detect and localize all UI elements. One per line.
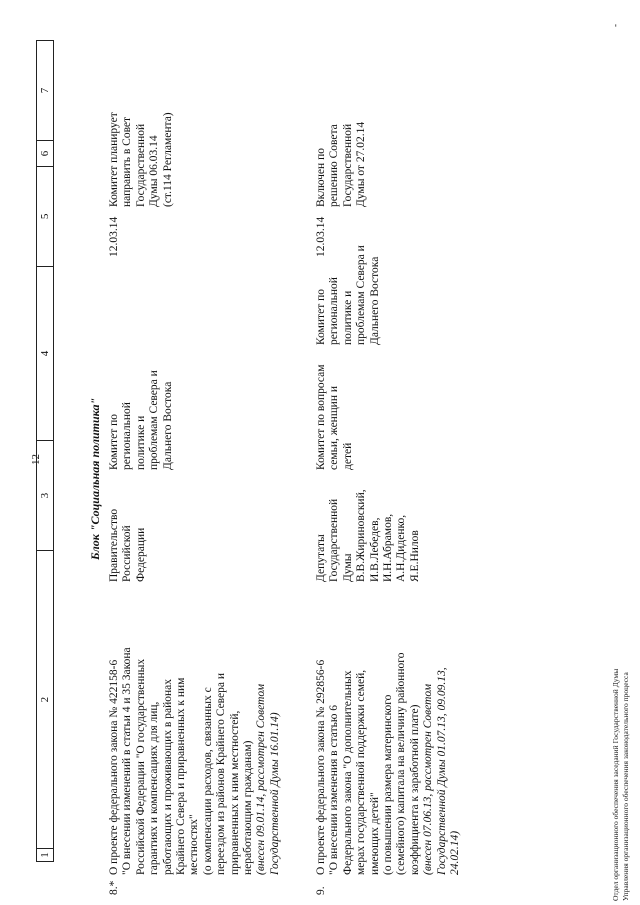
- column-header-4: 4: [37, 266, 54, 440]
- block-title: Блок "Социальная политика": [88, 397, 102, 560]
- footer-mark: -: [610, 24, 620, 27]
- footer: [611, 669, 630, 901]
- responsible-committee: Комитет по вопросам семьи, женщин и детей: [315, 364, 354, 470]
- column-header-5: 5: [37, 166, 54, 266]
- bill-author: Депутаты Государственной Думы В.В.Жириновский, И.В.Лебедев, И.Н.Абрамов, А.Н.Диденко, Я.Е.Нилов: [315, 489, 421, 582]
- co-committee: Комитет по региональной политике и проблемам Севера и Дальнего Востока: [315, 245, 381, 345]
- bill-note: (внесен 09.01.14, рассмотрен Советом Государственной Думы 16.01.14): [255, 683, 281, 875]
- date: 12.03.14: [108, 216, 120, 257]
- remark: Включен по решению Совета Государственной Думы от 27.02.14: [315, 121, 368, 207]
- bill-description-text: О проекте федерального закона № 292856-6 "О внесении изменения в статью 6 Федерального закона "О дополнительных мерах государственной поддержки семей, имеющих детей" (о повышении размера материнского (семейного) капитала на величину районного коэффициента к заработной плате): [315, 652, 421, 875]
- bill-description: [108, 585, 282, 875]
- column-header-row: [36, 40, 54, 862]
- bill-description: [315, 585, 462, 875]
- responsible-committee: Комитет по региональной политике и проблемам Севера и Дальнего Востока: [108, 370, 174, 470]
- footer-line-2: Управления организационного обеспечения законодательного процесса: [620, 672, 630, 901]
- column-header-7: 7: [37, 41, 54, 141]
- page-number: 12: [30, 454, 42, 465]
- column-header-2: 2: [37, 551, 54, 849]
- bill-note: (внесен 07.06.13, рассмотрен Советом Государственной Думы 01.07.13, 09.09.13, 24.02.14): [422, 667, 462, 875]
- date: 12.03.14: [315, 216, 327, 257]
- column-header-1: 1: [37, 849, 54, 862]
- column-header-3: 3: [37, 441, 54, 551]
- remark: Комитет планирует направить в Совет Государственной Думы 06.03.14 (ст.114 Регламента): [108, 112, 174, 207]
- bill-author: Правительство Российской Федерации: [108, 508, 147, 582]
- column-header-6: 6: [37, 141, 54, 167]
- row-number: 9.: [315, 886, 327, 895]
- footer-line-1: Отдел организационного обеспечения заседаний Государственной Думы: [611, 668, 620, 901]
- row-number: 8.*: [108, 880, 120, 895]
- bill-description-text: О проекте федерального закона № 422158-6 "О внесении изменений в статьи 4 и 35 Закона Российской Федерации "О государственных гарантиях и компенсациях для лиц, работающих и проживающих в районах Крайнего Севера и приравненных к ним местностях" (о компенсации расходов, связанных с переездом из районов Крайнего Севера и приравненных к ним местностей, неработающим гражданам): [108, 647, 255, 875]
